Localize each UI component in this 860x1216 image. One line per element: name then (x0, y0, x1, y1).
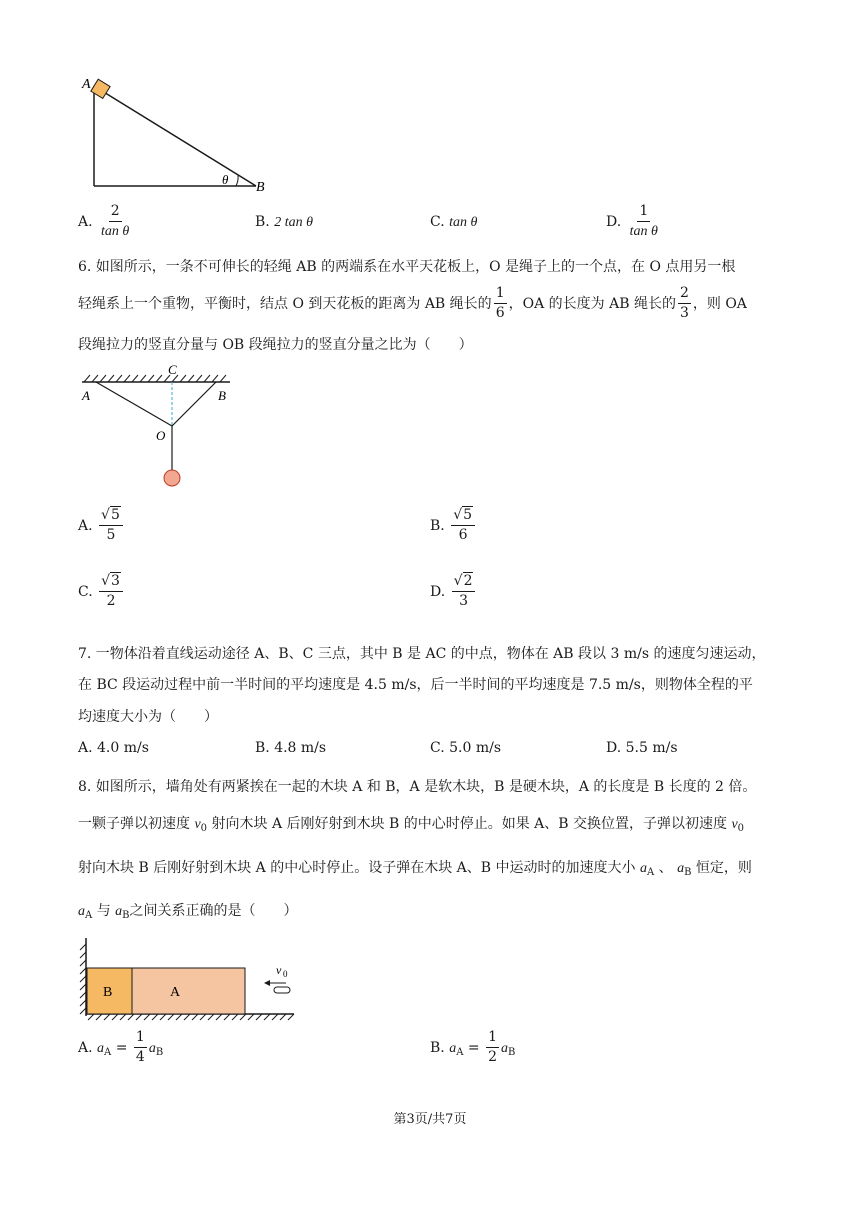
point-c-label: C (168, 362, 177, 377)
q7-option-c: C. 5.0 m/s (430, 740, 502, 756)
bullet (274, 987, 290, 993)
q6-line-2: 轻绳系上一个重物，平衡时，结点 O 到天花板的距离为 AB 绳长的 $\frac{1}{6}$ ，OA 的长度为 AB 绳长的 $\frac{2}{3}$ ，则 OA (78, 285, 747, 322)
q8-line-3: 射向木块 B 后刚好射到木块 A 的中心时停止。设子弹在木块 A、B 中运动时的加速度大小 $a_A$ 、 $a_B$ 恒定，则 (78, 860, 752, 878)
incline-figure (80, 72, 280, 197)
q8-line-2: 一颗子弹以初速度 $v_0$ 射向木块 A 后刚好射到木块 B 的中心时停止。如果 A、B 交换位置，子弹以初速度 $v_0$ (78, 816, 745, 834)
point-b-label: B (256, 180, 265, 195)
v0-label: v (276, 963, 282, 977)
point-a-label: A (82, 388, 90, 403)
q6-option-b: B. $\frac{√5}{6}$ (430, 508, 477, 544)
block-a (132, 968, 245, 1014)
blocks-figure (78, 936, 298, 1026)
q6-option-a: A. $\frac{√5}{5}$ (78, 508, 125, 544)
q8-line-4: $a_A$ 与 $a_B$之间关系正确的是（ ） (78, 903, 298, 921)
q6-line-1: 6. 如图所示，一条不可伸长的轻绳 AB 的两端系在水平天花板上，O 是绳子上的一个点，在 O 点用另一根 (78, 259, 736, 275)
q6-option-c: C. $\frac{√3}{2}$ (78, 574, 125, 610)
q7-option-d: D. 5.5 m/s (606, 740, 678, 756)
q8-option-b: B. $a_A$ = $\frac{1}{2}$ $a_B$ (430, 1029, 516, 1066)
q7-line-3: 均速度大小为（ ） (78, 709, 218, 725)
rope-figure (78, 362, 238, 492)
hanging-weight (164, 470, 180, 486)
q6-line-3: 段绳拉力的竖直分量与 OB 段绳拉力的竖直分量之比为（ ） (78, 337, 473, 353)
page-footer: 第3页/共7页 (393, 1112, 467, 1127)
point-o-label: O (156, 428, 166, 443)
block-b-label: B (103, 985, 113, 1000)
q7-option-b: B. 4.8 m/s (255, 740, 327, 756)
v0-subscript: 0 (283, 969, 288, 979)
q7-line-2: 在 BC 段运动过程中前一半时间的平均速度是 4.5 m/s，后一半时间的平均速度是 7.5 m/s，则物体全程的平 (78, 677, 753, 693)
q8-option-a: A. $a_A$ = $\frac{1}{4}$ $a_B$ (78, 1029, 164, 1066)
q7-line-1: 7. 一物体沿着直线运动途径 A、B、C 三点，其中 B 是 AC 的中点，物体在 AB 段以 3 m/s 的速度匀速运动， (78, 646, 766, 662)
q5-option-d: D. $\frac{1}{\text{tan θ}}$ (606, 203, 658, 240)
q8-line-1: 8. 如图所示，墙角处有两紧挨在一起的木块 A 和 B，A 是软木块，B 是硬木块，A 的长度是 B 长度的 2 倍。 (78, 779, 757, 795)
q5-option-a: A. $\frac{2}{\text{tan θ}}$ (78, 203, 130, 240)
block-a-label: A (170, 985, 181, 1000)
point-a-label: A (82, 77, 91, 92)
q6-option-d: D. $\frac{√2}{3}$ (430, 574, 477, 610)
q5-option-c: C. tan θ (430, 214, 478, 230)
point-b-label: B (218, 388, 226, 403)
theta-label: θ (222, 172, 229, 187)
q5-option-b: B. 2 tan θ (255, 214, 313, 230)
q7-option-a: A. 4.0 m/s (78, 740, 149, 756)
arrow-head-icon (264, 980, 270, 986)
